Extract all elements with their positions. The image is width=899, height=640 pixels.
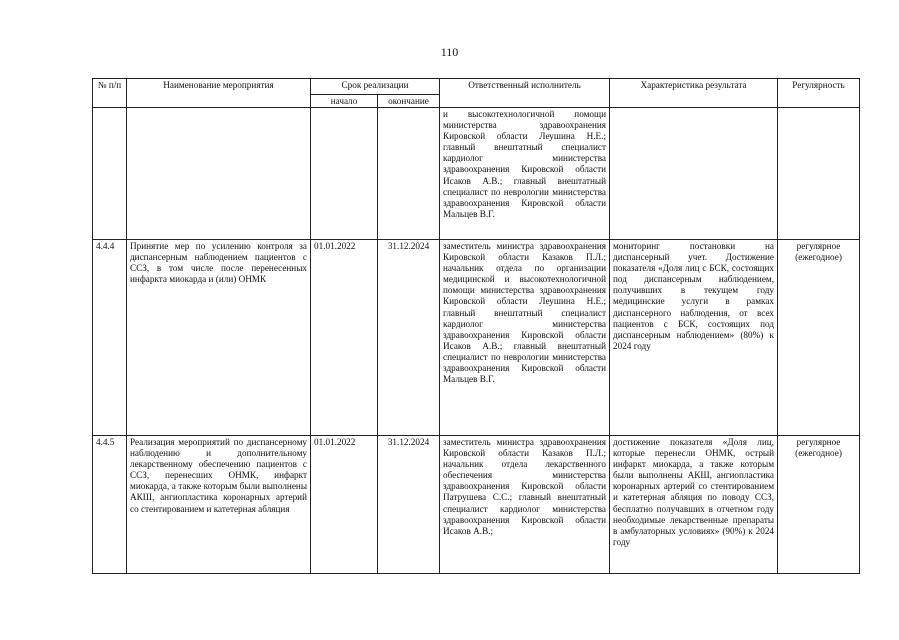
cell-num: 4.4.5 <box>93 436 127 574</box>
cell-name: Принятие мер по усилению контроля за диспансерным наблюдением пациентов с ССЗ, в том числе после перенесенных инфаркта миокарда и (или) ОНМК <box>127 240 311 436</box>
header-end: окончание <box>378 95 440 108</box>
header-num: № п/п <box>93 79 127 108</box>
cell-start: 01.01.2022 <box>311 436 378 574</box>
cell-result <box>610 108 778 240</box>
cell-result: мониторинг постановки на диспансерный учет. Достижение показателя «Доля лиц с БСК, состоящих под диспансерным наблюдением, получивших в текущем году медицинские услуги в рамках диспансерного наблюдения, от всех пациентов с БСК, состоящих под диспансерным наблюдением» (80%) к 2024 году <box>610 240 778 436</box>
cell-num <box>93 108 127 240</box>
cell-executor: заместитель министра здравоохранения Кировской области Казаков П.Л.; начальник отдела лекарственного обеспечения министерства здравоохранения Кировской области Патрушева С.С.; главный внештатный специалист кардиолог министерства здравоохранения Кировской области Исаков А.В.; <box>440 436 610 574</box>
cell-end <box>378 108 440 240</box>
header-executor: Ответственный исполнитель <box>440 79 610 108</box>
cell-result: достижение показателя «Доля лиц, которые перенесли ОНМК, острый инфаркт миокарда, а также которым были выполнены АКШ, ангиопластика коронарных артерий со стентированием и катетерная абляция по поводу ССЗ, бесплатно получавших в отчетном году необходимые лекарственные препараты в амбулаторных условиях» (90%) к 2024 году <box>610 436 778 574</box>
cell-end: 31.12.2024 <box>378 240 440 436</box>
table-row <box>93 436 860 574</box>
cell-start: 01.01.2022 <box>311 240 378 436</box>
cell-name <box>127 108 311 240</box>
header-start: начало <box>311 95 378 108</box>
table-row <box>93 240 860 436</box>
header-result: Характеристика результата <box>610 79 778 108</box>
cell-executor: заместитель министра здравоохранения Кировской области Казаков П.Л.; начальник отдела по организации медицинской и высокотехнологичной помощи министерства здравоохранения Кировской области Леушина Н.Е.; главный внештатный специалист кардиолог министерства здравоохранения Кировской области Исаков А.В.; главный внештатный специалист по неврологии министерства здравоохранения Кировской области Мальцев В.Г. <box>440 240 610 436</box>
cell-regularity: регулярное (ежегодное) <box>778 240 860 436</box>
header-name: Наименование мероприятия <box>127 79 311 108</box>
cell-num: 4.4.4 <box>93 240 127 436</box>
table-row <box>93 108 860 240</box>
measures-table <box>92 78 860 574</box>
page-number: 110 <box>440 45 459 59</box>
cell-end: 31.12.2024 <box>378 436 440 574</box>
cell-start <box>311 108 378 240</box>
cell-regularity <box>778 108 860 240</box>
header-regularity: Регулярность <box>778 79 860 108</box>
cell-executor: и высокотехнологичной помощи министерства здравоохранения Кировской области Леушина Н.Е.; главный внештатный специалист кардиолог министерства здравоохранения Кировской области Исаков А.В.; главный внештатный специалист по неврологии министерства здравоохранения Кировской области Мальцев В.Г. <box>440 108 610 240</box>
cell-regularity: регулярное (ежегодное) <box>778 436 860 574</box>
header-term: Срок реализации <box>311 79 440 95</box>
cell-name: Реализация мероприятий по диспансерному наблюдению и дополнительному лекарственному обеспечению пациентов с ССЗ, перенесших ОНМК, инфаркт миокарда, а также которым были выполнены АКШ, ангиопластика коронарных артерий со стентированием и катетерная абляция <box>127 436 311 574</box>
